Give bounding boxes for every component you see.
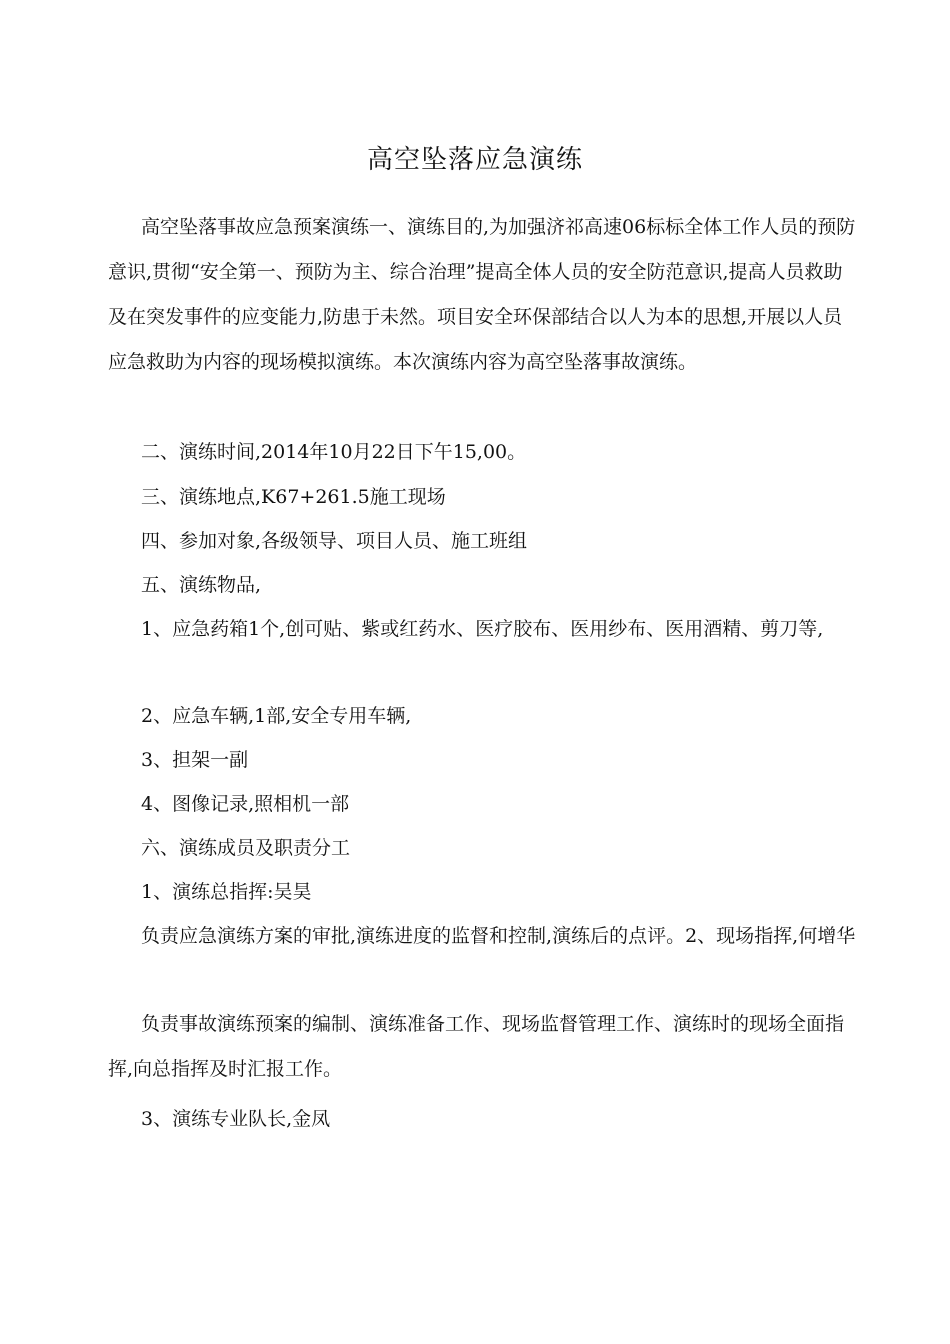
paragraph-location: 三、演练地点,K67+261.5施工现场 [141, 486, 446, 508]
paragraph-time: 二、演练时间,2014年10月22日下午15,00。 [141, 441, 527, 463]
paragraph-commander-duty: 负责应急演练方案的审批,演练进度的监督和控制,演练后的点评。2、现场指挥,何增华 [141, 925, 856, 947]
paragraph-material-2: 2、应急车辆,1部,安全专用车辆, [141, 705, 412, 727]
paragraph-material-1: 1、应急药箱1个,创可贴、紫或红药水、医疗胶布、医用纱布、医用酒精、剪刀等, [141, 618, 824, 640]
paragraph-site-commander-duty: 负责事故演练预案的编制、演练准备工作、现场监督管理工作、演练时的现场全面指挥,向总指挥及时汇报工作。 [108, 1013, 845, 1080]
paragraph-material-3: 3、担架一副 [141, 749, 249, 771]
paragraph-materials-heading: 五、演练物品, [141, 574, 262, 596]
document-title: 高空坠落应急演练 [366, 145, 583, 175]
paragraph-material-4: 4、图像记录,照相机一部 [141, 793, 350, 815]
paragraph-commander: 1、演练总指挥:吴昊 [141, 881, 312, 903]
paragraph-team-leader: 3、演练专业队长,金凤 [141, 1108, 331, 1130]
paragraph-purpose: 高空坠落事故应急预案演练一、演练目的,为加强济祁高速06标标全体工作人员的预防意识,贯彻“安全第一、预防为主、综合治理”提高全体人员的安全防范意识,提高人员救助及在突发事件的应变能力,防患于未然。项目安全环保部结合以人为本的思想,开展以人员应急救助为内容的现场模拟演练。本次演练内容为高空坠落事故演练。 [108, 216, 856, 373]
paragraph-members-heading: 六、演练成员及职责分工 [141, 837, 351, 859]
paragraph-participants: 四、参加对象,各级领导、项目人员、施工班组 [141, 530, 528, 552]
